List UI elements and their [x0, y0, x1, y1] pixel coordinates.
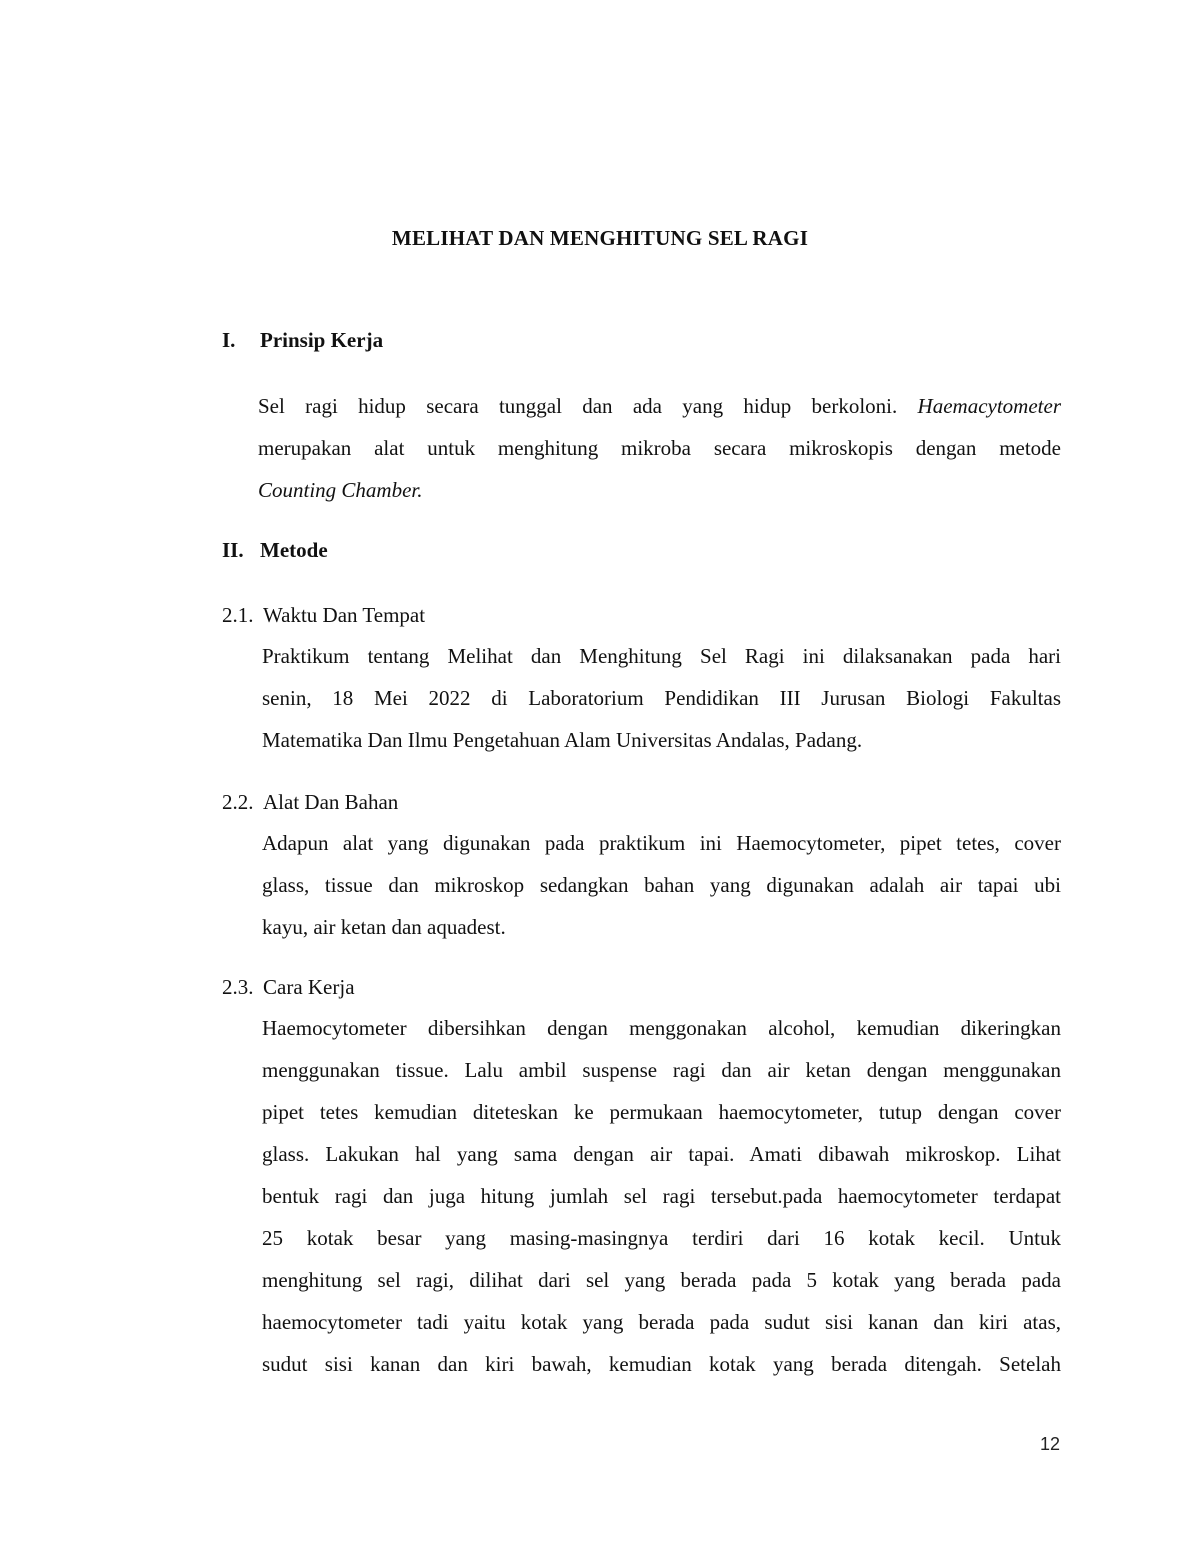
- paragraph-line: Haemocytometer dibersihkan dengan menggonakan alcohol, kemudian dikeringkan: [262, 1016, 1061, 1040]
- paragraph-line: Praktikum tentang Melihat dan Menghitung Sel Ragi ini dilaksanakan pada hari: [262, 644, 1061, 668]
- subsection-number: 2.1.: [222, 603, 254, 627]
- section-title: Metode: [260, 538, 328, 562]
- document-title: MELIHAT DAN MENGHITUNG SEL RAGI: [391, 226, 809, 250]
- paragraph-waktu-tempat: [262, 635, 1061, 761]
- italic-term: Counting Chamber.: [258, 478, 423, 502]
- text-run: Sel ragi hidup secara tunggal dan ada yang hidup berkoloni.: [258, 394, 918, 418]
- subsection-heading-waktu-tempat: [222, 603, 425, 628]
- paragraph-line: haemocytometer tadi yaitu kotak yang berada pada sudut sisi kanan dan kiri atas,: [262, 1310, 1061, 1334]
- subsection-title: Cara Kerja: [263, 975, 355, 999]
- paragraph-line: Matematika Dan Ilmu Pengetahuan Alam Universitas Andalas, Padang.: [262, 728, 863, 752]
- paragraph-line: glass, tissue dan mikroskop sedangkan bahan yang digunakan adalah air tapai ubi: [262, 873, 1061, 897]
- section-heading-prinsip-kerja: [222, 328, 383, 353]
- subsection-heading-cara-kerja: [222, 975, 355, 1000]
- text-run: merupakan alat untuk menghitung mikroba secara mikroskopis dengan metode: [258, 436, 1061, 460]
- subsection-number: 2.2.: [222, 790, 254, 814]
- paragraph-line: Adapun alat yang digunakan pada praktikum ini Haemocytometer, pipet tetes, cover: [262, 831, 1061, 855]
- paragraph-line: bentuk ragi dan juga hitung jumlah sel ragi tersebut.pada haemocytometer terdapat: [262, 1184, 1061, 1208]
- paragraph-line: glass. Lakukan hal yang sama dengan air tapai. Amati dibawah mikroskop. Lihat: [262, 1142, 1061, 1166]
- paragraph-line: 25 kotak besar yang masing-masingnya terdiri dari 16 kotak kecil. Untuk: [262, 1226, 1061, 1250]
- paragraph-line: pipet tetes kemudian diteteskan ke permukaan haemocytometer, tutup dengan cover: [262, 1100, 1061, 1124]
- subsection-title: Waktu Dan Tempat: [263, 603, 426, 627]
- paragraph-cara-kerja: [262, 1007, 1061, 1385]
- section-title: Prinsip Kerja: [260, 328, 384, 352]
- paragraph-alat-bahan: [262, 822, 1061, 948]
- paragraph-line: kayu, air ketan dan aquadest.: [262, 915, 506, 939]
- paragraph-line: menggunakan tissue. Lalu ambil suspense ragi dan air ketan dengan menggunakan: [262, 1058, 1061, 1082]
- subsection-heading-alat-bahan: [222, 790, 398, 815]
- italic-term: Haemacytometer: [917, 394, 1061, 418]
- section-number: I.: [222, 328, 236, 352]
- page-number: 12: [1039, 1434, 1060, 1454]
- subsection-title: Alat Dan Bahan: [263, 790, 399, 814]
- paragraph-prinsip-kerja: [258, 385, 1061, 511]
- paragraph-line: menghitung sel ragi, dilihat dari sel yang berada pada 5 kotak yang berada pada: [262, 1268, 1061, 1292]
- section-heading-metode: [222, 538, 328, 563]
- subsection-number: 2.3.: [222, 975, 254, 999]
- section-number: II.: [222, 538, 244, 562]
- paragraph-line: senin, 18 Mei 2022 di Laboratorium Pendidikan III Jurusan Biologi Fakultas: [262, 686, 1061, 710]
- paragraph-line: sudut sisi kanan dan kiri bawah, kemudian kotak yang berada ditengah. Setelah: [262, 1352, 1061, 1376]
- paragraph-line: [258, 469, 1061, 511]
- paragraph-line: [258, 427, 1061, 469]
- paragraph-line: [258, 385, 1061, 427]
